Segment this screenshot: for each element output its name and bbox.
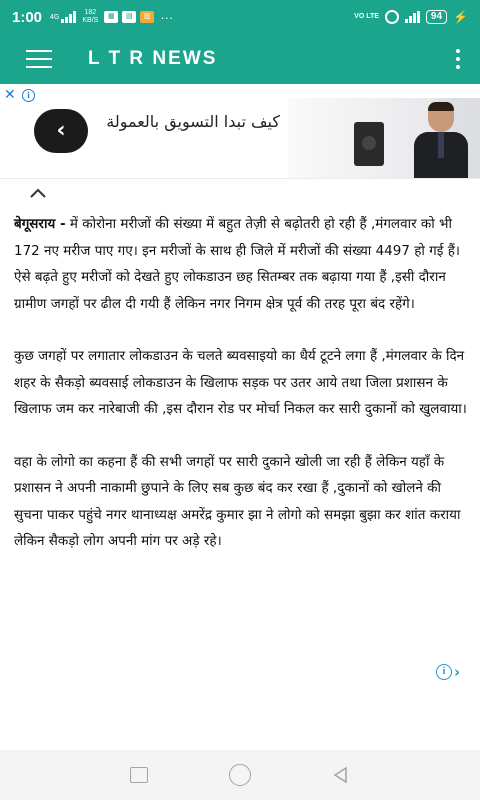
notification-app-icon: ▦ <box>104 11 118 23</box>
battery-level: 94 <box>426 10 447 24</box>
charging-icon: ⚡ <box>453 10 468 24</box>
ad-choices-info-icon[interactable]: i <box>436 664 452 680</box>
network-speed <box>82 9 98 25</box>
article-paragraph-1 <box>14 211 470 317</box>
status-time: 1:00 <box>12 8 43 26</box>
ad-info-icon[interactable]: i <box>22 89 35 102</box>
more-notifications-icon: ··· <box>160 9 174 25</box>
network-speed-unit: KB/S <box>82 17 99 24</box>
notification-news-icon: ▤ <box>122 11 136 23</box>
article-paragraph-1-text: में कोरोना मरीजों की संख्या में बहुत तेज़ी से बढ़ोतरी हो रही हैं ,मंगलवार को भी 172 नए मरीज पाए गए। इन मरीजों के साथ ही जिले में मरीजों की संख्या 4497 हो गई हैं। ऐसे बढ़ते हुए मरीजों को देखते हुए लोकडाउन छह सितम्बर तक बढ़ाया गया हैं ,इसी दौरान ग्रामीण जगहों पर ढील दी गयी हैं लेकिन नगर निगम क्षेत्र पूर्व की तरह पूरा बंद रहेंगे। <box>14 216 460 312</box>
home-icon[interactable] <box>229 764 251 786</box>
notification-alert-icon: ▥ <box>140 11 154 23</box>
hamburger-menu-icon[interactable] <box>14 34 64 84</box>
ad-headline[interactable]: كيف تبدا التسويق بالعمولة <box>106 112 280 131</box>
ad-speaker-graphic <box>354 122 384 166</box>
volte-label: VO LTE <box>354 13 379 20</box>
signal-strength-icon <box>61 11 76 23</box>
article-body <box>14 211 470 581</box>
ad-close-icon[interactable]: ✕ <box>4 87 16 103</box>
recent-apps-icon[interactable] <box>130 767 148 783</box>
status-bar <box>0 0 480 34</box>
network-speed-value: 182 <box>84 9 97 16</box>
app-bar <box>0 34 480 84</box>
system-nav-bar <box>0 750 480 800</box>
ad-image[interactable] <box>288 98 480 178</box>
article-paragraph-3: वहा के लोगो का कहना हैं की सभी जगहों पर सारी दुकाने खोली जा रही हैं लेकिन यहाँ के प्रशासन ने अपनी नाकामी छुपाने के लिए सब कुछ बंद कर रखा हैं ,दुकानों को खोलने की सुचना पाकर पहुंचे नगर थानाध्यक्ष अमरेंद्र कुमार झा ने लोगो को समझा बुझा कर शांत कराया लेकिन सैकड़ो लोग अपनी मांग पर अड़े रहे। <box>14 453 461 549</box>
article-location: बेगूसराय - <box>14 216 66 232</box>
ad-choices-chevron-icon[interactable]: › <box>454 662 461 681</box>
overflow-menu-icon[interactable] <box>436 34 480 84</box>
ad-person-graphic <box>414 102 468 178</box>
chevron-up-icon[interactable] <box>28 186 48 200</box>
network-type-label: 4G <box>50 13 60 21</box>
sim-signal-icon <box>405 11 420 23</box>
back-triangle-icon[interactable] <box>332 766 350 784</box>
alarm-icon <box>385 10 399 24</box>
article-paragraph-2: कुछ जगहों पर लगातार लोकडाउन के चलते ब्यवसाइयो का धैर्य टूटने लगा हैं ,मंगलवार के दिन शहर के सैकड़ो ब्यवसाई लोकडाउन के खिलाफ सड़क पर उतर आये तथा जिला प्रशासन के खिलाफ जम कर नारेबाजी की ,इस दौरान रोड पर मोर्चा निकल कर सारी दुकानों को खुलवाया। <box>14 348 467 417</box>
app-title: L T R NEWS <box>88 48 218 69</box>
ad-choices[interactable] <box>436 664 460 680</box>
ad-back-button[interactable] <box>34 109 88 153</box>
chevron-left-icon: ‹ <box>56 118 66 143</box>
ad-banner[interactable] <box>0 84 480 179</box>
